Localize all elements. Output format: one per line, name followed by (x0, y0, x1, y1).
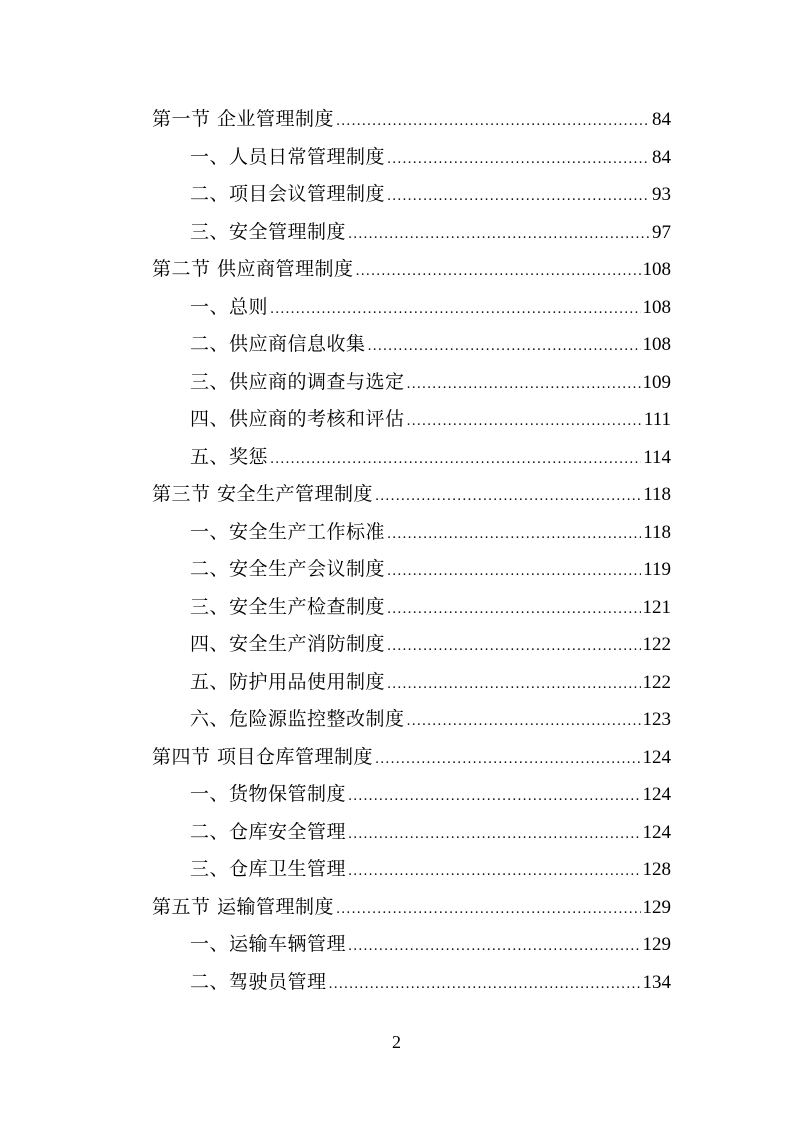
toc-entry-label: 一、安全生产工作标准 (190, 520, 386, 543)
toc-entry-item[interactable] (190, 326, 671, 363)
toc-dot-leader (387, 628, 640, 665)
toc-dot-leader (387, 516, 641, 553)
toc-dot-leader (348, 928, 640, 965)
toc-dot-leader (387, 553, 641, 590)
toc-entry-label: 第四节 项目仓库管理制度 (152, 745, 374, 768)
toc-entry-label: 五、奖惩 (190, 445, 269, 468)
toc-entry-section-1[interactable] (152, 101, 671, 138)
toc-dot-leader (387, 666, 640, 703)
toc-entry-page: 118 (643, 484, 671, 505)
toc-entry-item[interactable] (190, 626, 671, 663)
toc-dot-leader (407, 366, 641, 403)
toc-entry-page: 84 (652, 109, 671, 130)
toc-dot-leader (407, 403, 642, 440)
toc-entry-page: 124 (642, 784, 671, 805)
toc-dot-leader (336, 103, 650, 140)
toc-entry-item[interactable] (190, 851, 671, 888)
toc-dot-leader (387, 591, 640, 628)
toc-entry-item[interactable] (190, 139, 671, 176)
toc-entry-item[interactable] (190, 514, 671, 551)
toc-entry-label: 一、人员日常管理制度 (190, 145, 386, 168)
toc-entry-label: 一、总则 (190, 295, 269, 318)
toc-entry-label: 二、安全生产会议制度 (190, 558, 386, 580)
toc-entry-section-5[interactable] (152, 889, 671, 926)
toc-dot-leader (375, 478, 641, 515)
toc-dot-leader (329, 966, 641, 1003)
toc-entry-label: 二、项目会议管理制度 (190, 183, 386, 205)
toc-entry-label: 三、仓库卫生管理 (190, 858, 347, 880)
toc-entry-label: 三、供应商的调查与选定 (190, 370, 405, 393)
toc-entry-page: 97 (652, 221, 671, 243)
toc-entry-page: 123 (642, 709, 671, 730)
toc-dot-leader (348, 853, 640, 890)
toc-entry-label: 四、安全生产消防制度 (190, 633, 386, 655)
toc-entry-item[interactable] (190, 401, 671, 438)
toc-entry-item[interactable] (190, 664, 671, 701)
toc-entry-page: 93 (652, 184, 671, 205)
toc-entry-page: 114 (643, 446, 671, 468)
toc-entry-page: 124 (642, 821, 671, 843)
toc-entry-page: 111 (643, 409, 671, 430)
toc-entry-page: 84 (652, 146, 671, 168)
toc-entry-label: 第三节 安全生产管理制度 (152, 483, 374, 505)
toc-entry-page: 128 (642, 859, 671, 880)
toc-entry-label: 三、安全生产检查制度 (190, 595, 386, 618)
toc-entry-page: 129 (642, 896, 671, 918)
toc-entry-page: 119 (643, 559, 671, 580)
toc-dot-leader (348, 816, 640, 853)
toc-entry-page: 108 (642, 296, 671, 318)
toc-entry-item[interactable] (190, 776, 671, 813)
toc-entry-label: 四、供应商的考核和评估 (190, 408, 405, 430)
toc-entry-page: 108 (642, 259, 671, 280)
toc-entry-label: 第五节 运输管理制度 (152, 895, 335, 918)
toc-dot-leader (375, 741, 640, 778)
toc-entry-page: 122 (642, 634, 671, 655)
page-number: 2 (392, 1032, 401, 1052)
toc-entry-label: 一、运输车辆管理 (190, 933, 347, 955)
toc-dot-leader (336, 891, 640, 928)
toc-entry-label: 一、货物保管制度 (190, 783, 347, 805)
toc-entry-page: 109 (642, 371, 671, 393)
toc-entry-page: 129 (642, 934, 671, 955)
toc-entry-page: 121 (642, 596, 671, 618)
toc-entry-item[interactable] (190, 176, 671, 213)
toc-dot-leader (270, 441, 641, 478)
toc-dot-leader (356, 253, 641, 290)
toc-entry-label: 二、供应商信息收集 (190, 333, 366, 355)
toc-entry-item[interactable] (190, 289, 671, 326)
toc-dot-leader (387, 178, 650, 215)
toc-entry-section-4[interactable] (152, 739, 671, 776)
toc-dot-leader (387, 141, 650, 178)
toc-entry-page: 118 (643, 521, 671, 543)
toc-dot-leader (270, 291, 640, 328)
toc-dot-leader (348, 778, 640, 815)
toc-entry-item[interactable] (190, 551, 671, 588)
toc-entry-item[interactable] (190, 214, 671, 251)
toc-entry-item[interactable] (190, 364, 671, 401)
toc-entry-page: 122 (642, 671, 671, 693)
toc-entry-item[interactable] (190, 814, 671, 851)
toc-dot-leader (407, 703, 641, 740)
toc-entry-page: 124 (642, 746, 671, 768)
toc-entry-item[interactable] (190, 589, 671, 626)
toc-dot-leader (368, 328, 641, 365)
toc-entry-item[interactable] (190, 926, 671, 963)
toc-entry-label: 二、仓库安全管理 (190, 820, 347, 843)
toc-entry-label: 六、危险源监控整改制度 (190, 708, 405, 730)
toc-entry-section-2[interactable] (152, 251, 671, 288)
toc-entry-label: 五、防护用品使用制度 (190, 670, 386, 693)
toc-entry-label: 三、安全管理制度 (190, 220, 347, 243)
toc-entry-label: 二、驾驶员管理 (190, 970, 327, 993)
toc-entry-page: 134 (642, 971, 671, 993)
toc-entry-page: 108 (642, 334, 671, 355)
toc-entry-item[interactable] (190, 964, 671, 1001)
toc-entry-label: 第二节 供应商管理制度 (152, 258, 354, 280)
toc-entry-label: 第一节 企业管理制度 (152, 108, 335, 130)
toc-entry-item[interactable] (190, 439, 671, 476)
toc-entry-item[interactable] (190, 701, 671, 738)
toc-entry-section-3[interactable] (152, 476, 671, 513)
toc-dot-leader (348, 216, 650, 253)
